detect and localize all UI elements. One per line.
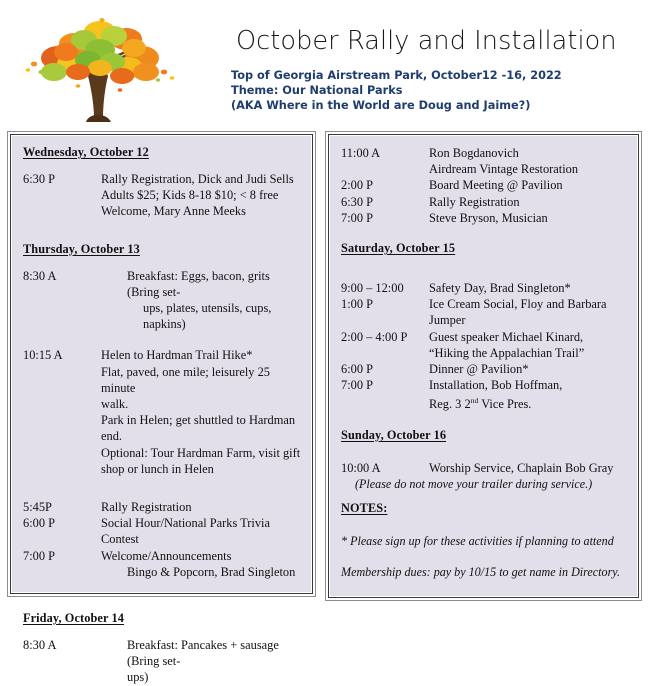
row-time: 7:00 P xyxy=(341,210,374,225)
row-line: Ron Bogdanovich xyxy=(429,146,519,160)
row-line: Breakfast: Pancakes + sausage (Bring set- xyxy=(127,638,279,669)
schedule-row xyxy=(341,145,630,177)
schedule-row xyxy=(341,210,630,226)
row-description xyxy=(429,296,630,328)
row-description xyxy=(429,377,630,413)
schedule-row xyxy=(341,296,630,328)
row-description: Dinner @ Pavilion* xyxy=(429,362,529,377)
row-line: Flat, paved, one mile; leisurely 25 minute xyxy=(101,364,270,395)
row-time: 8:30 A xyxy=(23,638,57,653)
row-line: Installation, Bob Hoffman, xyxy=(429,378,563,393)
row-description: Rally Registration xyxy=(101,500,192,515)
row-line: Bingo & Popcorn, Brad Singleton xyxy=(127,564,296,579)
row-line-superscript: Reg. 3 2nd Vice Pres. xyxy=(429,396,532,412)
row-time: 7:00 P xyxy=(341,378,374,393)
row-description: Steve Bryson, Musician xyxy=(429,210,548,225)
row-line: Adults $25; Kids 8-18 $10; < 8 free xyxy=(101,188,279,203)
schedule-row xyxy=(23,637,304,686)
schedule-row xyxy=(341,194,630,210)
row-time: 10:00 A xyxy=(341,460,381,475)
row-time: 2:00 P xyxy=(341,178,374,193)
schedule-row xyxy=(23,347,304,477)
day-heading-wednesday: Wednesday, October 12 xyxy=(23,145,149,159)
row-time: 11:00 A xyxy=(341,146,381,160)
row-line: walk. xyxy=(101,397,129,412)
row-time: 1:00 P xyxy=(341,297,374,312)
schedule-row xyxy=(341,329,630,361)
notes-heading: NOTES: xyxy=(341,500,388,515)
row-description xyxy=(101,637,304,686)
schedule-row xyxy=(341,460,630,476)
row-line: Rally Registration, Dick and Judi Sells xyxy=(101,172,294,186)
row-line: Welcome, Mary Anne Meeks xyxy=(101,204,246,219)
row-line: Airdream Vintage Restoration xyxy=(429,162,579,177)
page-header xyxy=(0,0,650,128)
row-time: 10:15 A xyxy=(23,348,63,363)
note-item: * Please sign up for these activities if planning to attend xyxy=(341,533,614,548)
page-title: October Rally and Installation xyxy=(236,26,617,56)
worship-note: (Please do not move your trailer during service.) xyxy=(355,476,593,491)
row-line: Ice Cream Social, Floy and Barbara xyxy=(429,297,607,312)
schedule-row xyxy=(23,268,304,333)
schedule-table-left xyxy=(10,134,313,685)
subtitle-line-2: Theme: Our National Parks xyxy=(231,84,403,97)
row-description xyxy=(101,268,304,333)
row-time: 6:00 P xyxy=(23,516,56,531)
schedule-row xyxy=(23,171,304,220)
subtitle-line-1: Top of Georgia Airstream Park, October12 -16, 2022 xyxy=(231,69,562,82)
row-time: 6:00 P xyxy=(341,362,374,377)
row-description: Social Hour/National Parks Trivia Contest xyxy=(101,516,270,547)
row-description xyxy=(101,548,304,580)
row-line: Breakfast: Eggs, bacon, grits (Bring set- xyxy=(127,268,270,299)
schedule-row xyxy=(341,177,630,193)
row-time: 7:00 P xyxy=(23,548,56,563)
row-line: ups, plates, utensils, cups, napkins) xyxy=(143,301,272,332)
row-line: Helen to Hardman Trail Hike* xyxy=(101,348,253,363)
row-time: 5:45P xyxy=(23,500,52,515)
row-time: 8:30 A xyxy=(23,268,57,283)
row-description xyxy=(101,171,304,220)
row-line: ups) xyxy=(127,670,149,685)
schedule-row xyxy=(23,548,304,580)
row-line: Jumper xyxy=(429,313,466,328)
row-description: Rally Registration xyxy=(429,194,520,209)
row-description xyxy=(101,347,304,477)
row-line: Park in Helen; get shuttled to Hardman end. xyxy=(101,413,296,444)
note-item: Membership dues: pay by 10/15 to get name in Directory. xyxy=(341,564,620,579)
day-heading-saturday: Saturday, October 15 xyxy=(341,241,456,256)
row-line: Guest speaker Michael Kinard, xyxy=(429,329,584,344)
row-description xyxy=(429,145,630,177)
schedule-row xyxy=(341,361,630,377)
row-line: Optional: Tour Hardman Farm, visit gift xyxy=(101,445,301,460)
row-description xyxy=(429,329,630,361)
day-heading-sunday: Sunday, October 16 xyxy=(341,427,447,442)
schedule-row xyxy=(341,377,630,413)
row-line: Welcome/Announcements xyxy=(101,548,232,563)
row-description xyxy=(429,460,630,476)
row-time: 9:00 – 12:00 xyxy=(341,281,404,296)
day-heading-thursday: Thursday, October 13 xyxy=(23,241,140,256)
event-subtitle xyxy=(231,68,562,113)
schedule-row xyxy=(23,515,304,547)
schedule-table-right xyxy=(328,134,639,598)
row-line: “Hiking the Appalachian Trail” xyxy=(429,345,585,360)
subtitle-line-3: (AKA Where in the World are Doug and Jaime?) xyxy=(231,99,531,112)
row-time: 6:30 P xyxy=(341,194,374,209)
row-description: Safety Day, Brad Singleton* xyxy=(429,281,571,296)
schedule-row xyxy=(23,499,304,515)
row-line: shop or lunch in Helen xyxy=(101,461,214,476)
autumn-tree-illustration xyxy=(14,6,186,126)
row-time: 6:30 P xyxy=(23,172,56,186)
row-description: Board Meeting @ Pavilion xyxy=(429,178,563,193)
schedule-row xyxy=(341,280,630,296)
row-line: Worship Service, Chaplain Bob Gray xyxy=(429,460,614,475)
day-heading-friday: Friday, October 14 xyxy=(23,611,124,626)
row-time: 2:00 – 4:00 P xyxy=(341,329,408,344)
